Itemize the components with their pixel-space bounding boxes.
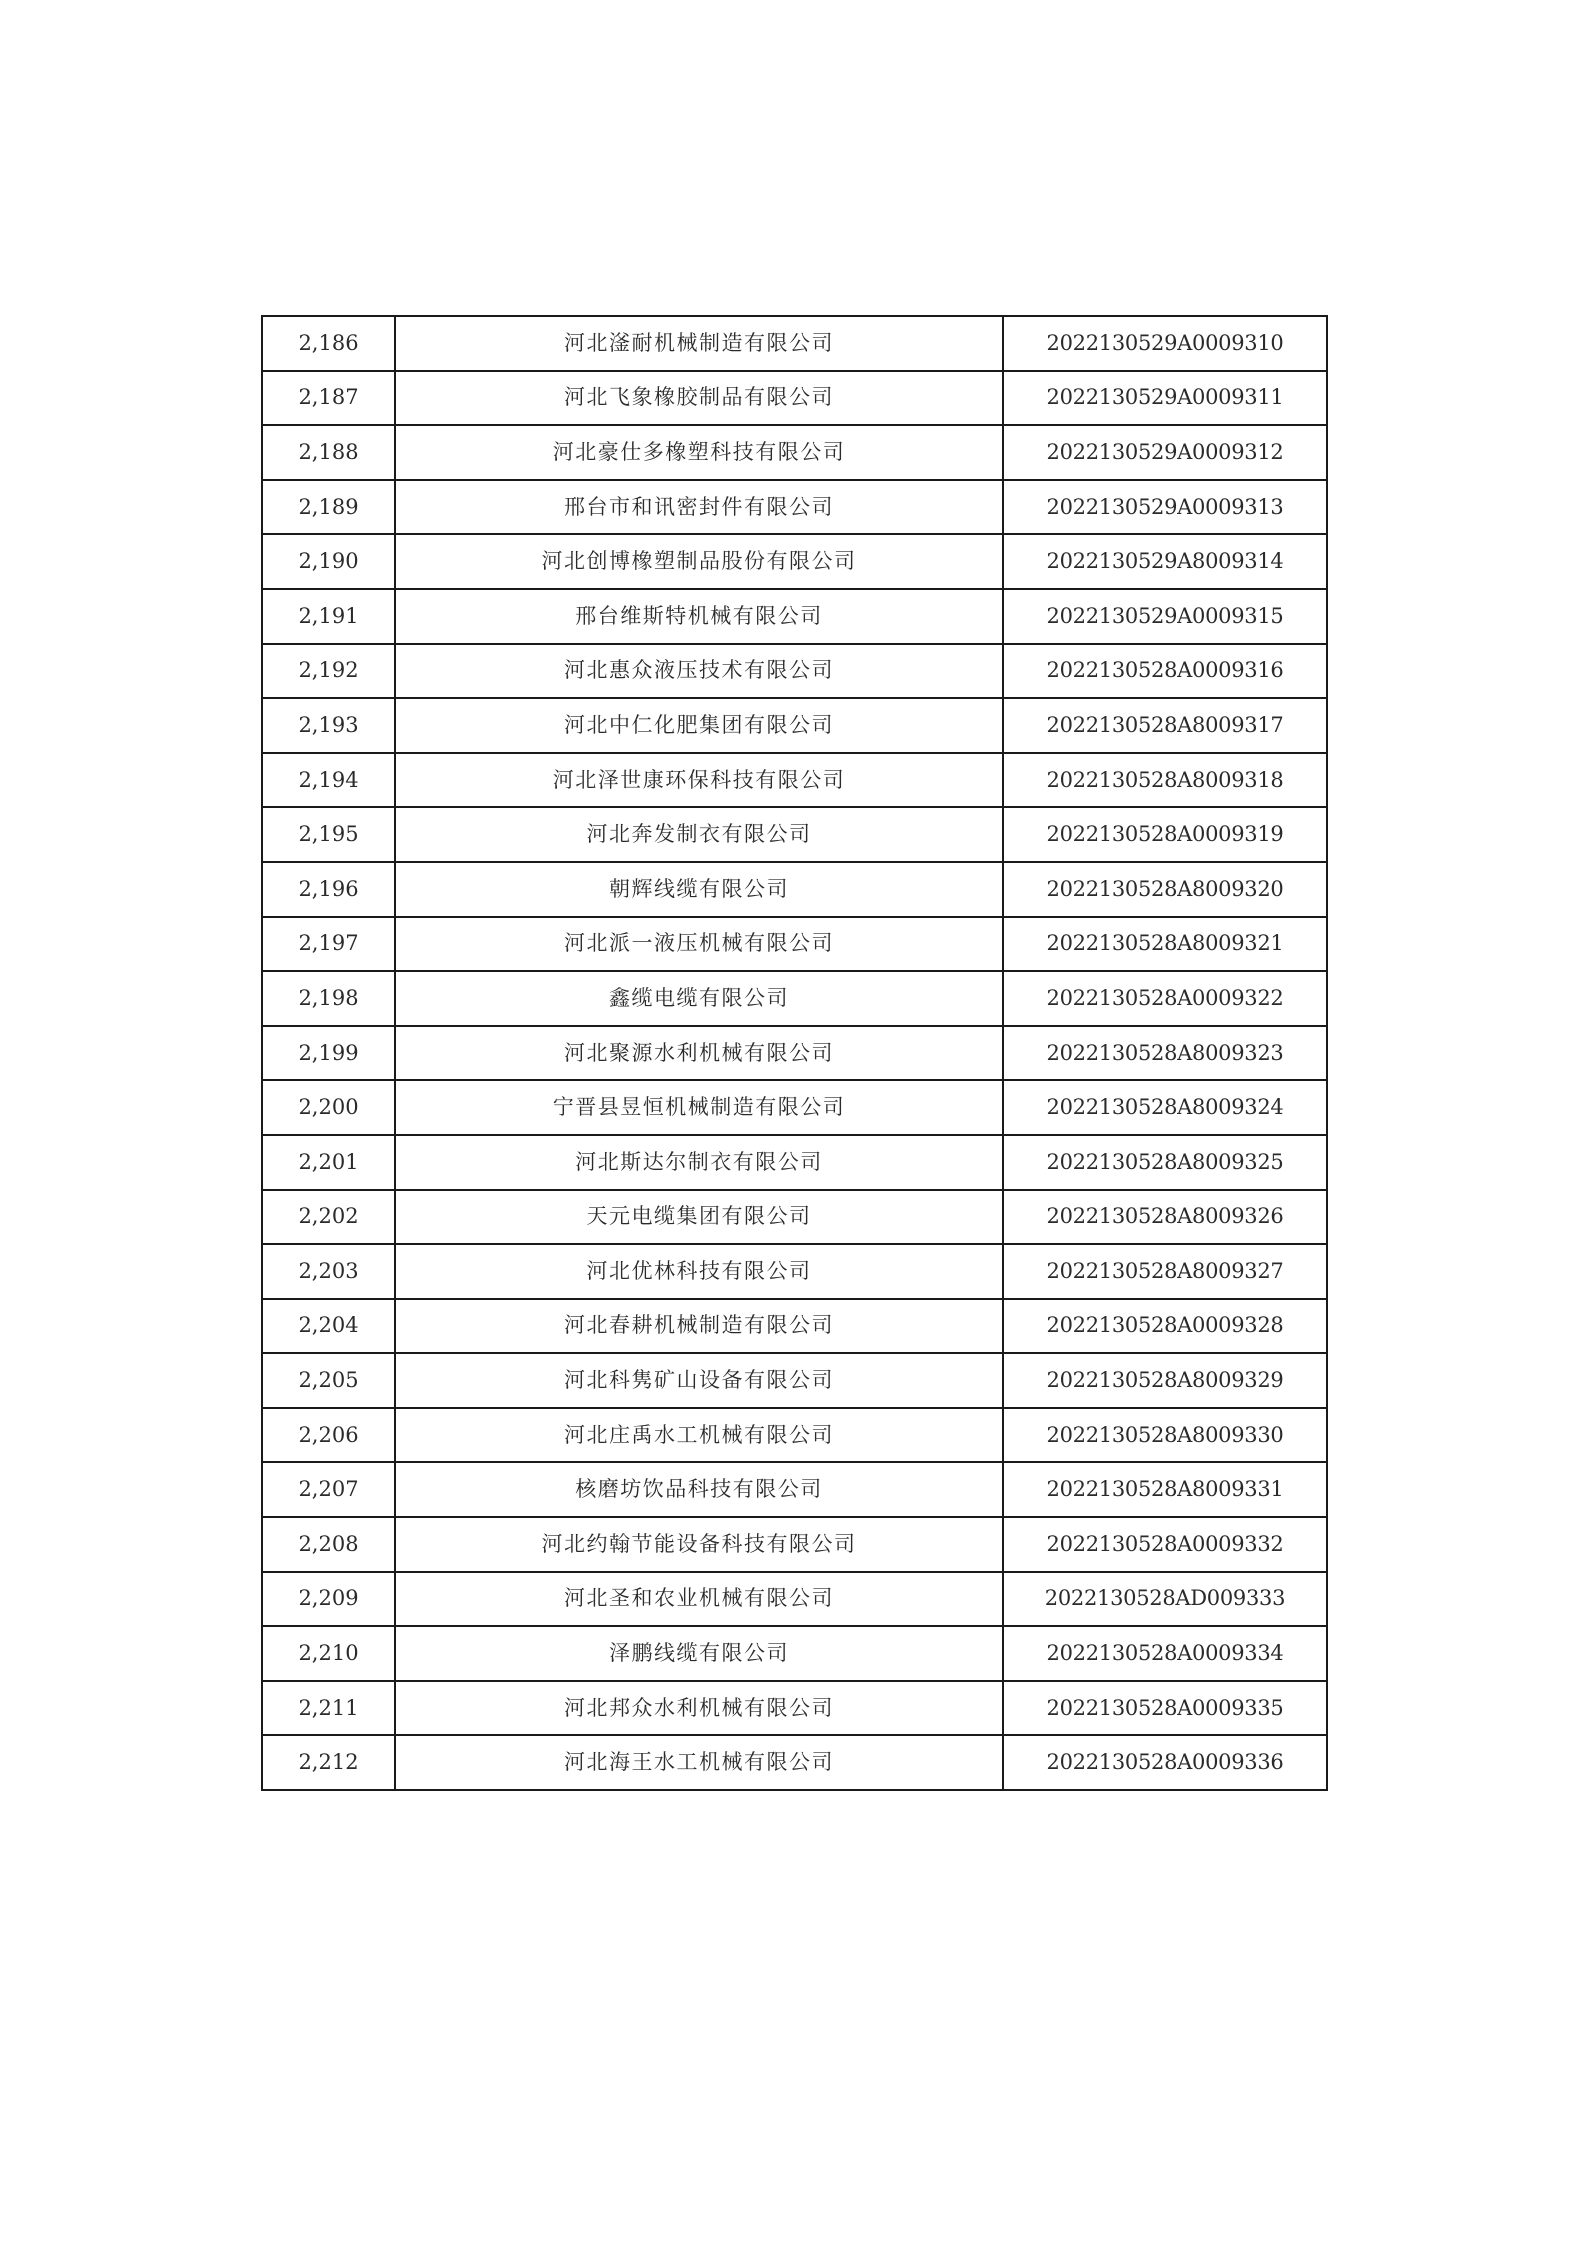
row-number-cell: 2,202 bbox=[262, 1190, 395, 1245]
row-number-cell: 2,189 bbox=[262, 480, 395, 535]
company-name-cell: 鑫缆电缆有限公司 bbox=[395, 971, 1003, 1026]
row-number-cell: 2,196 bbox=[262, 862, 395, 917]
registration-code-cell: 2022130528A0009336 bbox=[1003, 1735, 1327, 1790]
table-row bbox=[262, 1080, 1327, 1135]
table-row bbox=[262, 1244, 1327, 1299]
table-row bbox=[262, 917, 1327, 972]
table-row bbox=[262, 1190, 1327, 1245]
table-row bbox=[262, 1299, 1327, 1354]
table-row bbox=[262, 1135, 1327, 1190]
company-name-cell: 河北滏耐机械制造有限公司 bbox=[395, 316, 1003, 371]
row-number-cell: 2,198 bbox=[262, 971, 395, 1026]
company-name-cell: 河北优林科技有限公司 bbox=[395, 1244, 1003, 1299]
row-number-cell: 2,207 bbox=[262, 1462, 395, 1517]
table-row bbox=[262, 371, 1327, 426]
company-name-cell: 河北邦众水利机械有限公司 bbox=[395, 1681, 1003, 1736]
registration-code-cell: 2022130528A8009331 bbox=[1003, 1462, 1327, 1517]
company-name-cell: 河北聚源水利机械有限公司 bbox=[395, 1026, 1003, 1081]
table-row bbox=[262, 971, 1327, 1026]
registration-code-cell: 2022130528A8009317 bbox=[1003, 698, 1327, 753]
row-number-cell: 2,193 bbox=[262, 698, 395, 753]
company-name-cell: 河北泽世康环保科技有限公司 bbox=[395, 753, 1003, 808]
company-list-table bbox=[261, 315, 1328, 1791]
table-row bbox=[262, 316, 1327, 371]
row-number-cell: 2,199 bbox=[262, 1026, 395, 1081]
company-name-cell: 河北斯达尔制衣有限公司 bbox=[395, 1135, 1003, 1190]
registration-code-cell: 2022130528AD009333 bbox=[1003, 1572, 1327, 1627]
row-number-cell: 2,205 bbox=[262, 1353, 395, 1408]
table-row bbox=[262, 1572, 1327, 1627]
registration-code-cell: 2022130528A0009334 bbox=[1003, 1626, 1327, 1681]
registration-code-cell: 2022130528A0009316 bbox=[1003, 644, 1327, 699]
registration-code-cell: 2022130528A0009328 bbox=[1003, 1299, 1327, 1354]
row-number-cell: 2,209 bbox=[262, 1572, 395, 1627]
row-number-cell: 2,192 bbox=[262, 644, 395, 699]
registration-code-cell: 2022130528A0009335 bbox=[1003, 1681, 1327, 1736]
row-number-cell: 2,212 bbox=[262, 1735, 395, 1790]
row-number-cell: 2,195 bbox=[262, 807, 395, 862]
table-row bbox=[262, 1626, 1327, 1681]
table-row bbox=[262, 862, 1327, 917]
registration-code-cell: 2022130528A8009321 bbox=[1003, 917, 1327, 972]
company-name-cell: 核磨坊饮品科技有限公司 bbox=[395, 1462, 1003, 1517]
table-row bbox=[262, 698, 1327, 753]
table-row bbox=[262, 1735, 1327, 1790]
registration-code-cell: 2022130528A0009322 bbox=[1003, 971, 1327, 1026]
registration-code-cell: 2022130528A8009320 bbox=[1003, 862, 1327, 917]
table-row bbox=[262, 1517, 1327, 1572]
table-row bbox=[262, 534, 1327, 589]
row-number-cell: 2,201 bbox=[262, 1135, 395, 1190]
row-number-cell: 2,191 bbox=[262, 589, 395, 644]
registration-code-cell: 2022130528A8009329 bbox=[1003, 1353, 1327, 1408]
company-name-cell: 河北惠众液压技术有限公司 bbox=[395, 644, 1003, 699]
registration-code-cell: 2022130529A0009312 bbox=[1003, 425, 1327, 480]
row-number-cell: 2,200 bbox=[262, 1080, 395, 1135]
registration-code-cell: 2022130528A8009324 bbox=[1003, 1080, 1327, 1135]
table-row bbox=[262, 480, 1327, 535]
row-number-cell: 2,197 bbox=[262, 917, 395, 972]
row-number-cell: 2,187 bbox=[262, 371, 395, 426]
table-row bbox=[262, 1681, 1327, 1736]
company-name-cell: 天元电缆集团有限公司 bbox=[395, 1190, 1003, 1245]
table-row bbox=[262, 425, 1327, 480]
row-number-cell: 2,186 bbox=[262, 316, 395, 371]
row-number-cell: 2,206 bbox=[262, 1408, 395, 1463]
registration-code-cell: 2022130528A8009318 bbox=[1003, 753, 1327, 808]
company-name-cell: 河北科隽矿山设备有限公司 bbox=[395, 1353, 1003, 1408]
table-row bbox=[262, 1408, 1327, 1463]
company-name-cell: 河北中仁化肥集团有限公司 bbox=[395, 698, 1003, 753]
company-name-cell: 河北奔发制衣有限公司 bbox=[395, 807, 1003, 862]
registration-code-cell: 2022130529A0009313 bbox=[1003, 480, 1327, 535]
table-row bbox=[262, 1353, 1327, 1408]
registration-code-cell: 2022130529A0009310 bbox=[1003, 316, 1327, 371]
table-row bbox=[262, 753, 1327, 808]
company-name-cell: 泽鹏线缆有限公司 bbox=[395, 1626, 1003, 1681]
row-number-cell: 2,188 bbox=[262, 425, 395, 480]
table-row bbox=[262, 1462, 1327, 1517]
table-row bbox=[262, 589, 1327, 644]
company-name-cell: 河北庄禹水工机械有限公司 bbox=[395, 1408, 1003, 1463]
registration-code-cell: 2022130528A0009332 bbox=[1003, 1517, 1327, 1572]
company-name-cell: 河北创博橡塑制品股份有限公司 bbox=[395, 534, 1003, 589]
row-number-cell: 2,190 bbox=[262, 534, 395, 589]
registration-code-cell: 2022130528A8009330 bbox=[1003, 1408, 1327, 1463]
registration-code-cell: 2022130528A8009326 bbox=[1003, 1190, 1327, 1245]
row-number-cell: 2,194 bbox=[262, 753, 395, 808]
company-name-cell: 河北圣和农业机械有限公司 bbox=[395, 1572, 1003, 1627]
company-name-cell: 河北派一液压机械有限公司 bbox=[395, 917, 1003, 972]
row-number-cell: 2,203 bbox=[262, 1244, 395, 1299]
registration-code-cell: 2022130529A8009314 bbox=[1003, 534, 1327, 589]
row-number-cell: 2,211 bbox=[262, 1681, 395, 1736]
registration-code-cell: 2022130528A8009323 bbox=[1003, 1026, 1327, 1081]
registration-code-cell: 2022130528A8009325 bbox=[1003, 1135, 1327, 1190]
row-number-cell: 2,210 bbox=[262, 1626, 395, 1681]
company-name-cell: 邢台市和讯密封件有限公司 bbox=[395, 480, 1003, 535]
company-name-cell: 河北约翰节能设备科技有限公司 bbox=[395, 1517, 1003, 1572]
registration-code-cell: 2022130529A0009315 bbox=[1003, 589, 1327, 644]
company-name-cell: 河北春耕机械制造有限公司 bbox=[395, 1299, 1003, 1354]
company-name-cell: 邢台维斯特机械有限公司 bbox=[395, 589, 1003, 644]
row-number-cell: 2,208 bbox=[262, 1517, 395, 1572]
company-name-cell: 河北飞象橡胶制品有限公司 bbox=[395, 371, 1003, 426]
registration-code-cell: 2022130529A0009311 bbox=[1003, 371, 1327, 426]
company-name-cell: 朝辉线缆有限公司 bbox=[395, 862, 1003, 917]
table-row bbox=[262, 1026, 1327, 1081]
table-row bbox=[262, 644, 1327, 699]
company-name-cell: 宁晋县昱恒机械制造有限公司 bbox=[395, 1080, 1003, 1135]
table-body bbox=[262, 316, 1327, 1790]
company-name-cell: 河北豪仕多橡塑科技有限公司 bbox=[395, 425, 1003, 480]
row-number-cell: 2,204 bbox=[262, 1299, 395, 1354]
registration-code-cell: 2022130528A0009319 bbox=[1003, 807, 1327, 862]
company-name-cell: 河北海王水工机械有限公司 bbox=[395, 1735, 1003, 1790]
table-row bbox=[262, 807, 1327, 862]
registration-code-cell: 2022130528A8009327 bbox=[1003, 1244, 1327, 1299]
